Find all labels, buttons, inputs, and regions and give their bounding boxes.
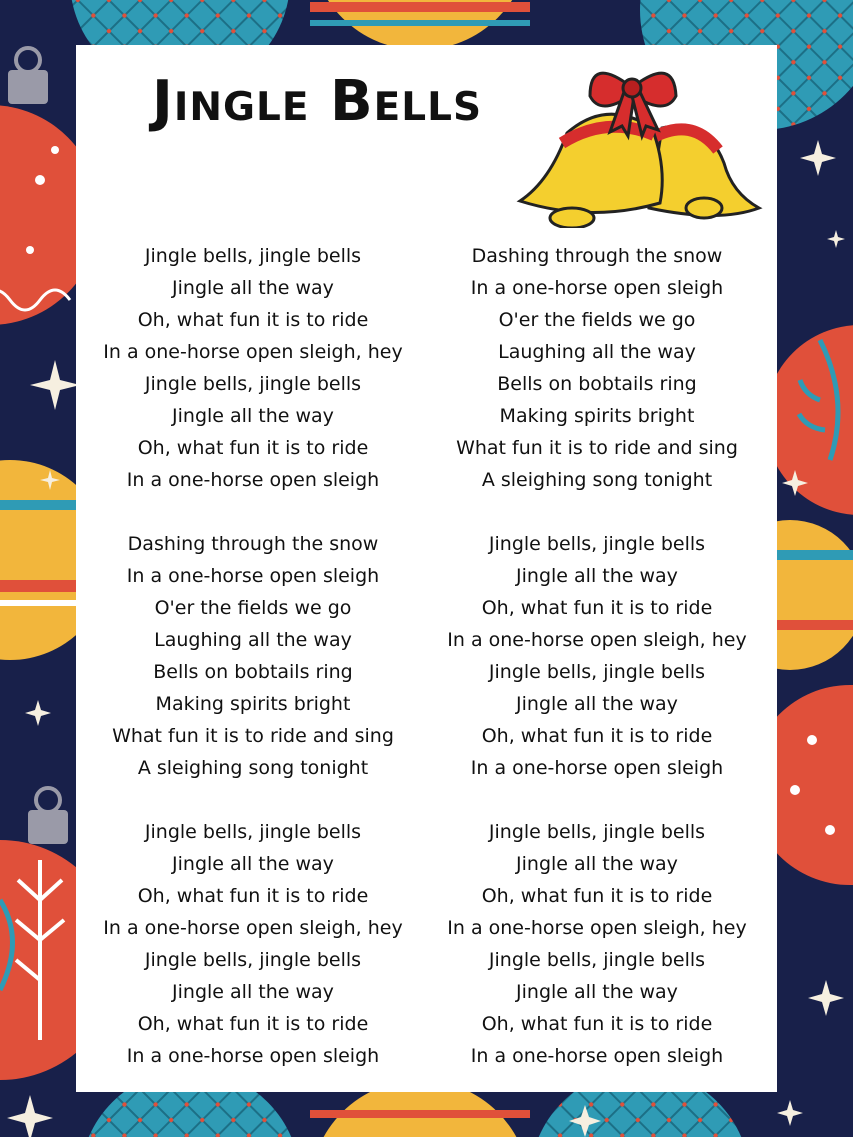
- lyric-line: Dashing through the snow: [471, 245, 723, 267]
- lyric-line: O'er the fields we go: [498, 309, 696, 331]
- lyric-line: Oh, what fun it is to ride: [481, 1013, 713, 1035]
- verse: [432, 240, 762, 496]
- lyric-line: A sleighing song tonight: [137, 757, 369, 779]
- lyric-line: Jingle bells, jingle bells: [488, 821, 706, 843]
- lyric-line: Bells on bobtails ring: [153, 661, 353, 683]
- lyric-line: In a one-horse open sleigh, hey: [447, 917, 747, 939]
- verse: [432, 528, 762, 784]
- lyric-line: Jingle all the way: [172, 853, 334, 875]
- verse: [88, 240, 418, 496]
- lyrics-column-left: [88, 240, 418, 1104]
- lyrics-column-right: [432, 240, 762, 1104]
- lyric-line: Jingle all the way: [172, 405, 334, 427]
- lyric-line: Making spirits bright: [499, 405, 695, 427]
- lyric-line: Jingle bells, jingle bells: [144, 245, 362, 267]
- lyric-line: In a one-horse open sleigh: [470, 277, 724, 299]
- lyric-line: In a one-horse open sleigh: [126, 469, 380, 491]
- lyric-line: Oh, what fun it is to ride: [137, 309, 369, 331]
- lyric-line: Jingle all the way: [516, 565, 678, 587]
- lyric-line: In a one-horse open sleigh: [470, 1045, 724, 1067]
- lyric-line: Jingle all the way: [172, 981, 334, 1003]
- lyric-line: What fun it is to ride and sing: [456, 437, 738, 459]
- lyric-line: Making spirits bright: [155, 693, 351, 715]
- lyric-line: Jingle bells, jingle bells: [144, 373, 362, 395]
- lyric-line: A sleighing song tonight: [481, 469, 713, 491]
- page-title: Jingle Bells: [152, 69, 483, 134]
- lyric-line: Laughing all the way: [154, 629, 352, 651]
- verse: [432, 816, 762, 1072]
- lyric-line: O'er the fields we go: [154, 597, 352, 619]
- lyric-line: Oh, what fun it is to ride: [137, 885, 369, 907]
- lyric-line: Laughing all the way: [498, 341, 696, 363]
- lyric-line: In a one-horse open sleigh, hey: [103, 917, 403, 939]
- lyric-line: In a one-horse open sleigh: [126, 1045, 380, 1067]
- lyric-line: Jingle all the way: [172, 277, 334, 299]
- lyric-line: Jingle all the way: [516, 981, 678, 1003]
- verse: [88, 528, 418, 784]
- lyric-line: Oh, what fun it is to ride: [481, 725, 713, 747]
- verse: [88, 816, 418, 1072]
- lyric-line: In a one-horse open sleigh: [126, 565, 380, 587]
- lyric-line: Oh, what fun it is to ride: [137, 437, 369, 459]
- lyric-line: Jingle bells, jingle bells: [488, 949, 706, 971]
- lyric-line: What fun it is to ride and sing: [112, 725, 394, 747]
- lyric-line: Jingle bells, jingle bells: [488, 661, 706, 683]
- lyric-line: Oh, what fun it is to ride: [481, 597, 713, 619]
- lyric-line: Oh, what fun it is to ride: [137, 1013, 369, 1035]
- lyric-line: Jingle bells, jingle bells: [488, 533, 706, 555]
- lyric-line: Bells on bobtails ring: [497, 373, 697, 395]
- lyric-line: Jingle all the way: [516, 853, 678, 875]
- lyric-line: In a one-horse open sleigh, hey: [447, 629, 747, 651]
- lyric-line: Jingle bells, jingle bells: [144, 821, 362, 843]
- lyric-line: In a one-horse open sleigh, hey: [103, 341, 403, 363]
- lyric-line: Jingle all the way: [516, 693, 678, 715]
- lyric-line: Jingle bells, jingle bells: [144, 949, 362, 971]
- bells-icon: [512, 58, 767, 228]
- lyric-line: Dashing through the snow: [127, 533, 379, 555]
- lyric-line: Oh, what fun it is to ride: [481, 885, 713, 907]
- lyric-line: In a one-horse open sleigh: [470, 757, 724, 779]
